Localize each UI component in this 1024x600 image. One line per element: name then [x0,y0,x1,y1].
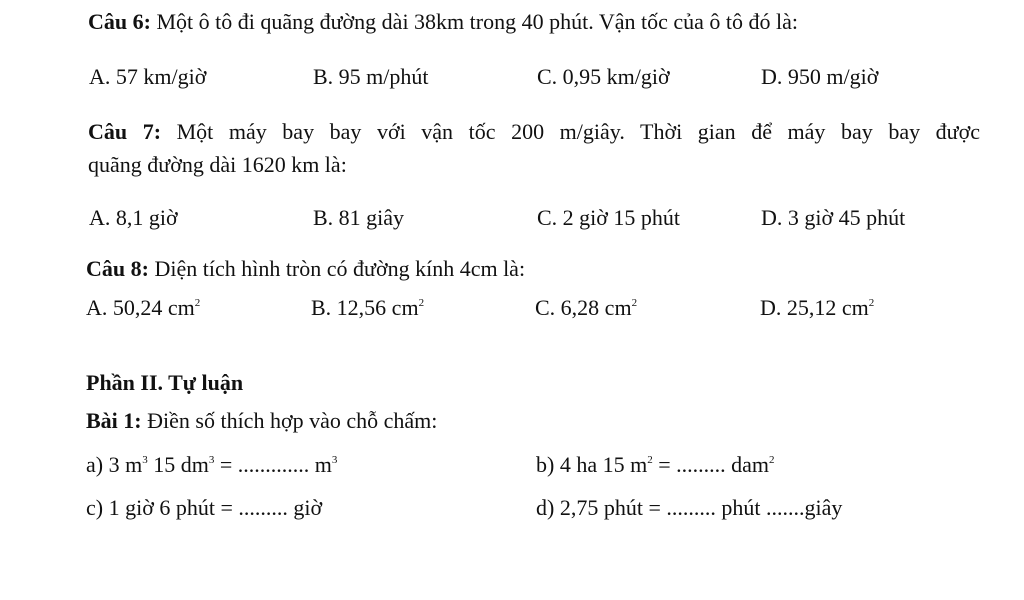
question-6-label: Câu 6: [88,9,151,34]
q8-option-b-text: B. 12,56 cm [311,295,419,320]
question-7-line1 [88,119,980,145]
q6-option-a: A. 57 km/giờ [89,64,207,89]
exercise-1-text: Điền số thích hợp vào chỗ chấm: [141,408,438,433]
question-6-text: Một ô tô đi quãng đường dài 38km trong 40 phút. Vận tốc của ô tô đó là: [150,9,798,34]
q6-option-b: B. 95 m/phút [313,64,429,89]
question-8 [86,256,525,282]
question-8-label: Câu 8: [86,256,149,281]
ex1a-part3: = ............. m [214,452,332,477]
q8-option-d-exp: 2 [868,297,875,309]
question-8-text: Diện tích hình tròn có đường kính 4cm là: [148,256,526,281]
question-7-line2: quãng đường dài 1620 km là: [88,152,347,177]
exercise-1-label: Bài 1: [86,408,142,433]
q8-option-b-exp: 2 [418,297,425,309]
q8-option-a-exp: 2 [194,297,201,309]
ex1b-part2: = ......... dam [652,452,769,477]
ex1b-part1: b) 4 ha 15 m [536,452,648,477]
ex1a-exp2: 3 [208,454,215,466]
q7-option-c: C. 2 giờ 15 phút [537,205,681,230]
exercise-1 [86,408,437,434]
exercise-1-d: d) 2,75 phút = ......... phút .......giây [536,495,843,520]
exercise-1-c: c) 1 giờ 6 phút = ......... giờ [86,495,323,520]
q6-option-d: D. 950 m/giờ [761,64,879,89]
ex1b-exp1: 2 [647,454,653,466]
ex1b-exp2: 2 [769,454,775,466]
q8-option-c-text: C. 6,28 cm [535,295,632,320]
q8-option-b [311,295,424,321]
q8-option-d-text: D. 25,12 cm [760,295,869,320]
q6-option-c: C. 0,95 km/giờ [537,64,670,89]
q8-option-a [86,295,200,321]
question-7-label: Câu 7: [88,119,162,144]
part-2-heading: Phần II. Tự luận [86,370,244,395]
q8-option-d [760,295,874,321]
q7-option-b: B. 81 giây [313,205,405,230]
ex1a-part2: 15 dm [147,452,209,477]
q8-option-c [535,295,637,321]
question-7-text: Một máy bay bay với vận tốc 200 m/giây. Thời gian để máy bay bay được [161,119,980,144]
question-6 [88,9,798,35]
ex1a-exp3: 3 [331,454,338,466]
exercise-1-b [536,452,775,478]
ex1a-part1: a) 3 m [86,452,143,477]
exercise-1-a [86,452,337,478]
q7-option-a: A. 8,1 giờ [89,205,178,230]
q7-option-d: D. 3 giờ 45 phút [761,205,906,230]
ex1a-exp1: 3 [142,454,148,466]
q8-option-c-exp: 2 [631,297,638,309]
q8-option-a-text: A. 50,24 cm [86,295,195,320]
